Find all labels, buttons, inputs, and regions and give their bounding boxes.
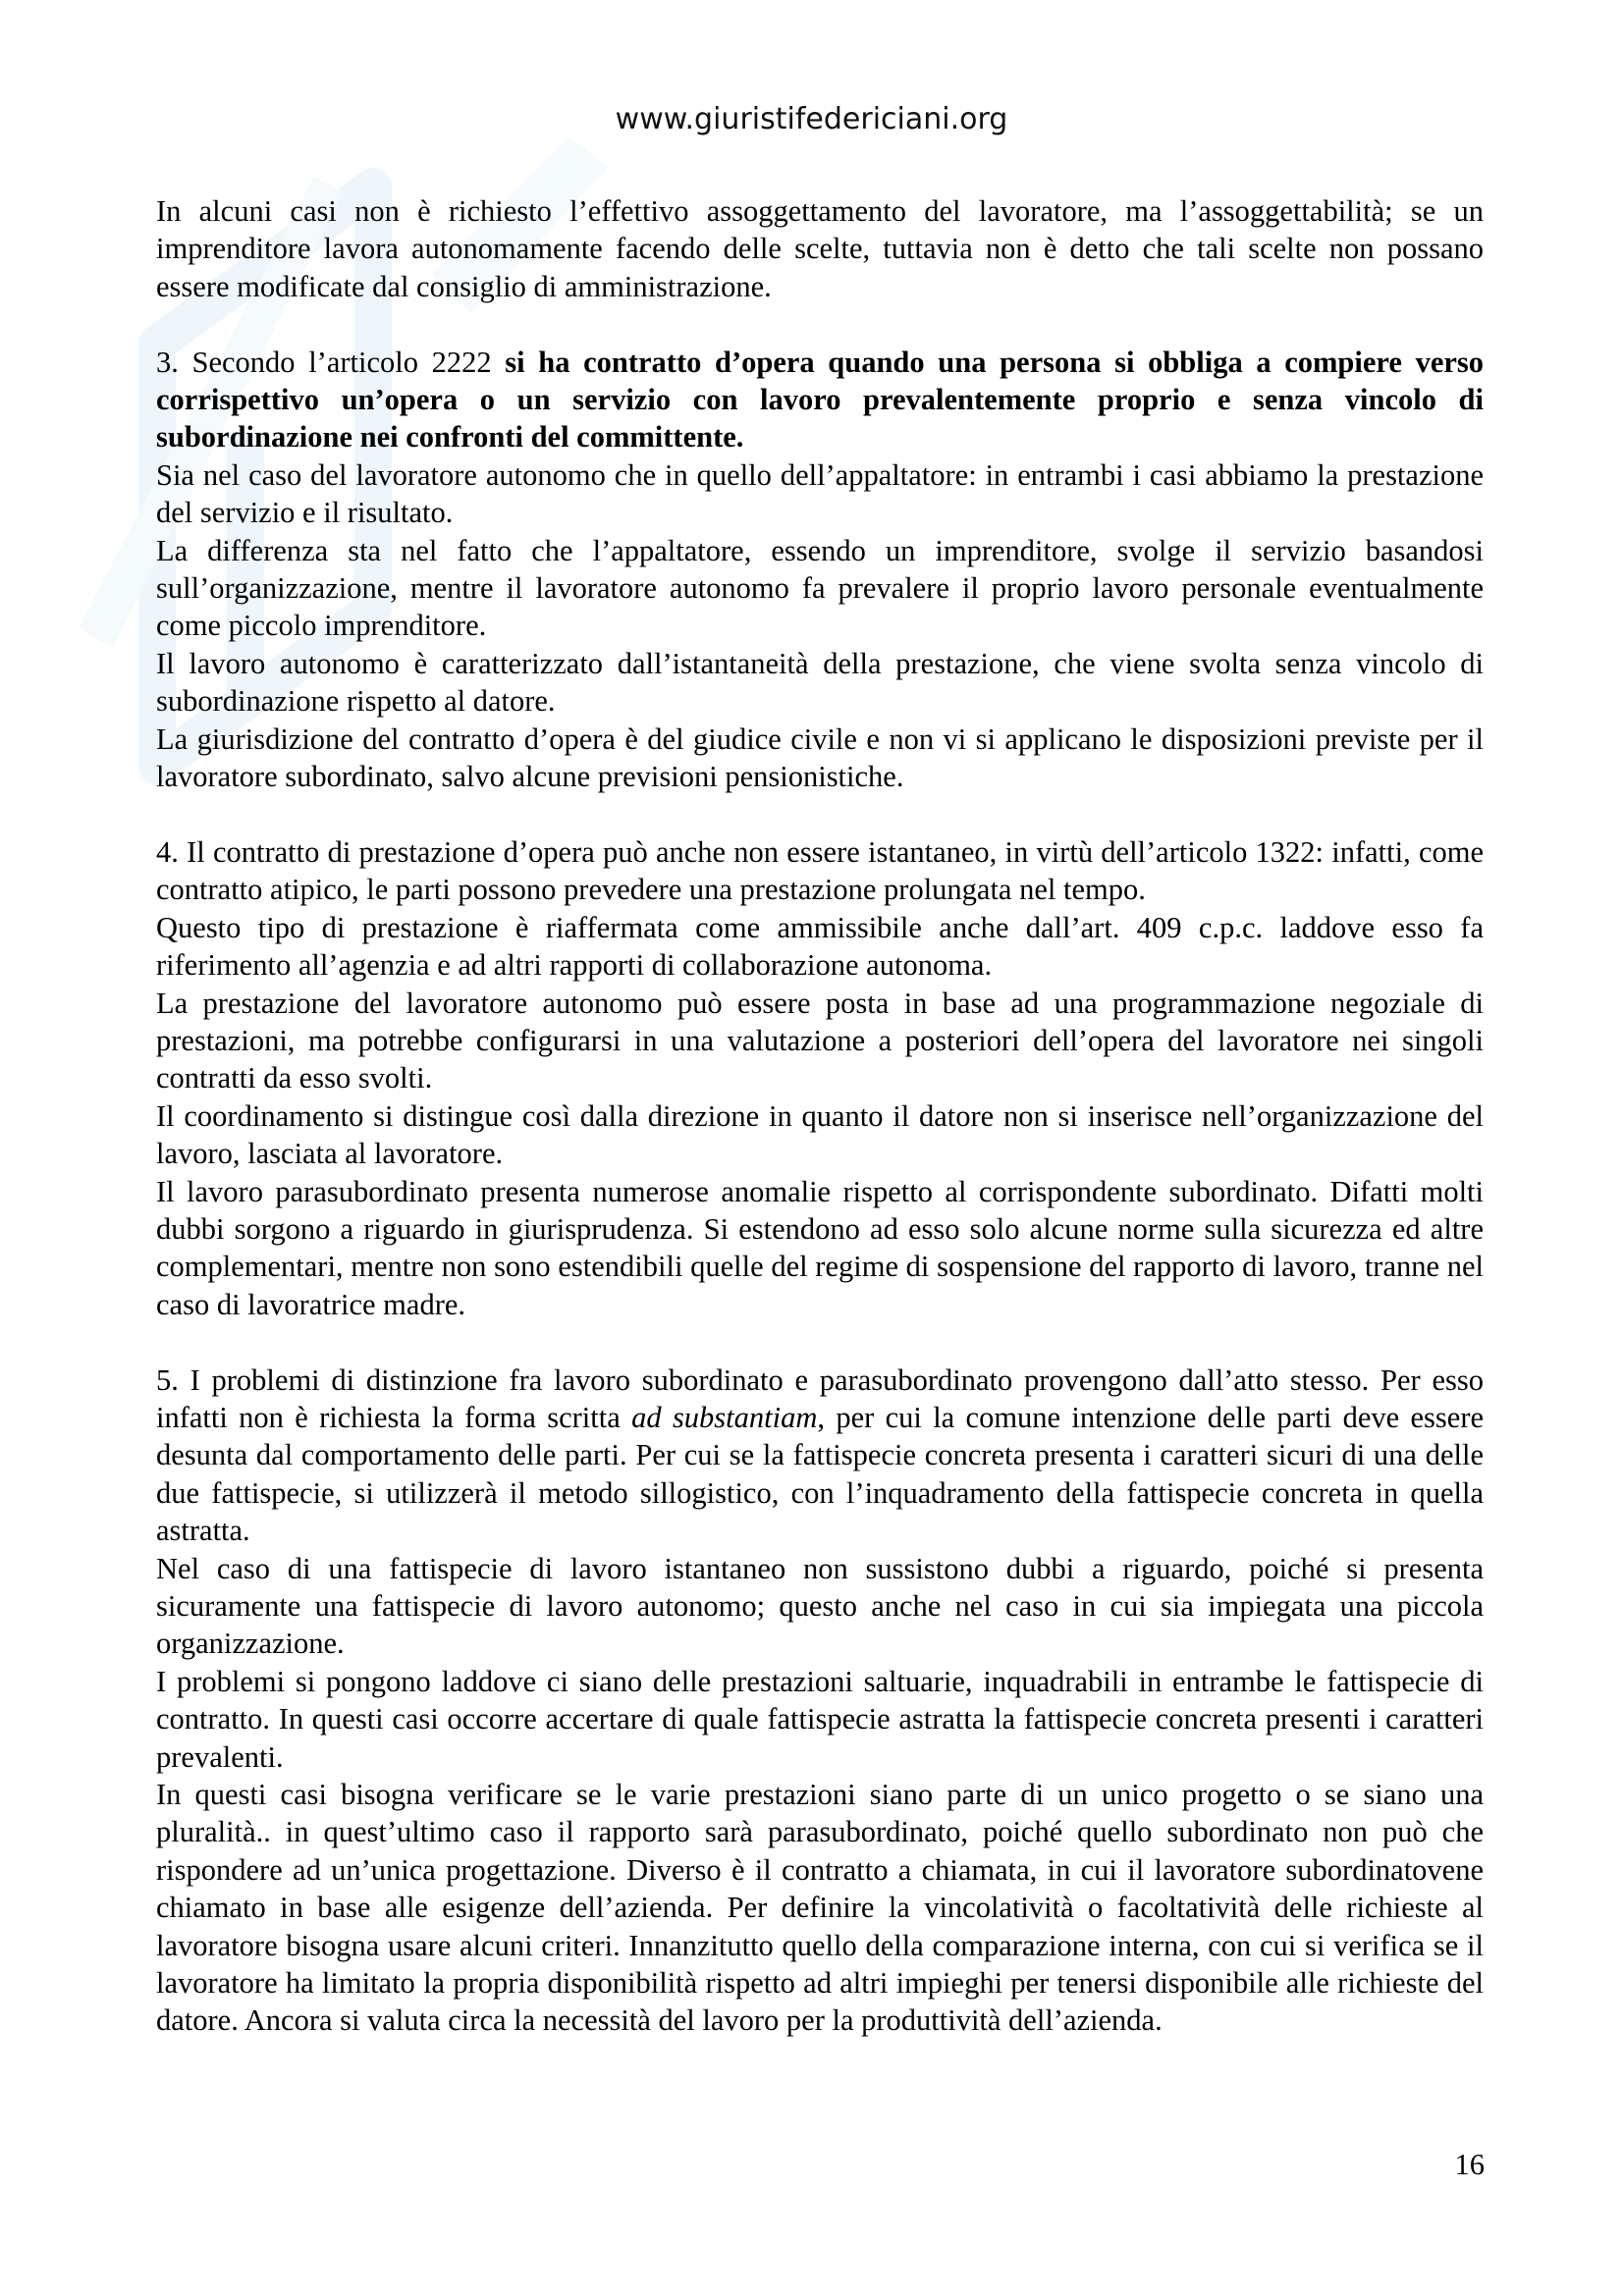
body-text	[156, 192, 1484, 2040]
paragraph	[156, 344, 1484, 456]
paragraph: Sia nel caso del lavoratore autonomo che in quello dell’appaltatore: in entrambi i casi abbiamo la prestazione del servizio e il risultato.	[156, 457, 1484, 530]
paragraph: In questi casi bisogna verificare se le varie prestazioni siano parte di un unico progetto o se siano una pluralità.. in quest’ultimo caso il rapporto sarà parasubordinato, poiché quello subordinato non può che rispondere ad un’unica progettazione. Diverso è il contratto a chiamata, in cui il lavoratore subordinatovene chiamato in base alle esigenze dell’azienda. Per definire la vincolatività o facoltatività delle richieste al lavoratore bisogna usare alcuni criteri. Innanzitutto quello della comparazione interna, con cui si verifica se il lavoratore ha limitato la propria disponibilità rispetto ad altri impieghi per tenersi disponibile alle richieste del datore. Ancora si valuta circa la necessità del lavoro per la produttività dell’azienda.	[156, 1778, 1484, 2038]
paragraph: Questo tipo di prestazione è riaffermata come ammissibile anche dall’art. 409 c.p.c. laddove esso fa riferimento all’agenzia e ad altri rapporti di collaborazione autonoma.	[156, 910, 1484, 983]
paragraph: Il lavoro autonomo è caratterizzato dall’istantaneità della prestazione, che viene svolta senza vincolo di subordinazione rispetto al datore.	[156, 646, 1484, 719]
italic-term: ad substantiam	[631, 1400, 818, 1434]
bold-definition: si ha contratto d’opera quando una persona si obbliga a compiere verso corrispettivo un’opera o un servizio con lavoro prevalentemente proprio e senza vincolo di subordinazione nei confronti del committente.	[156, 345, 1485, 454]
page-number: 16	[1454, 2148, 1485, 2181]
paragraph: In alcuni casi non è richiesto l’effettivo assoggettamento del lavoratore, ma l’assoggettabilità; se un imprenditore lavora autonomamente facendo delle scelte, tuttavia non è detto che tali scelte non possano essere modificate dal consiglio di amministrazione.	[156, 194, 1484, 303]
paragraph: Il coordinamento si distingue così dalla direzione in quanto il datore non si inserisce nell’organizzazione del lavoro, lasciata al lavoratore.	[156, 1098, 1484, 1171]
paragraph: Il lavoro parasubordinato presenta numerose anomalie rispetto al corrispondente subordinato. Difatti molti dubbi sorgono a riguardo in giurisprudenza. Si estendono ad esso solo alcune norme sulla sicurezza ed altre complementari, mentre non sono estendibili quelle del regime di sospensione del rapporto di lavoro, tranne nel caso di lavoratrice madre.	[156, 1174, 1484, 1321]
paragraph-tail: , per cui la comune intenzione delle parti deve essere desunta dal comportamento delle parti. Per cui se la fattispecie concreta presenta i caratteri sicuri di una delle due fattispecie, si utilizzerà il metodo sillogistico, con l’inquadramento della fattispecie concreta in quella astratta.	[156, 1400, 1485, 1548]
header-url: www.giuristifedericiani.org	[615, 102, 1008, 136]
paragraph: La giurisdizione del contratto d’opera è del giudice civile e non vi si applicano le disposizioni previste per il lavoratore subordinato, salvo alcune previsioni pensionistiche.	[156, 721, 1484, 794]
paragraph: La differenza sta nel fatto che l’appaltatore, essendo un imprenditore, svolge il servizio basandosi sull’organizzazione, mentre il lavoratore autonomo fa prevalere il proprio lavoro personale eventualmente come piccolo imprenditore.	[156, 533, 1484, 643]
paragraph	[156, 1362, 1484, 1550]
paragraph: 4. Il contratto di prestazione d’opera può anche non essere istantaneo, in virtù dell’articolo 1322: infatti, come contratto atipico, le parti possono prevedere una prestazione prolungata nel tempo.	[156, 834, 1484, 907]
paragraph-lead: 3. Secondo l’articolo 2222	[156, 345, 506, 379]
paragraph: Nel caso di una fattispecie di lavoro istantaneo non sussistono dubbi a riguardo, poiché si presenta sicuramente una fattispecie di lavoro autonomo; questo anche nel caso in cui sia impiegata una piccola organizzazione.	[156, 1551, 1484, 1661]
paragraph: I problemi si pongono laddove ci siano delle prestazioni saltuarie, inquadrabili in entrambe le fattispecie di contratto. In questi casi occorre accertare di quale fattispecie astratta la fattispecie concreta presenti i caratteri prevalenti.	[156, 1664, 1484, 1774]
paragraph: La prestazione del lavoratore autonomo può essere posta in base ad una programmazione negoziale di prestazioni, ma potrebbe configurarsi in una valutazione a posteriori dell’opera del lavoratore nei singoli contratti da esso svolti.	[156, 986, 1484, 1095]
paragraph-lead: 5. I problemi di distinzione fra lavoro subordinato e parasubordinato provengono dall’atto stesso. Per esso infatti non è richiesta la forma scritta	[156, 1362, 1484, 1434]
